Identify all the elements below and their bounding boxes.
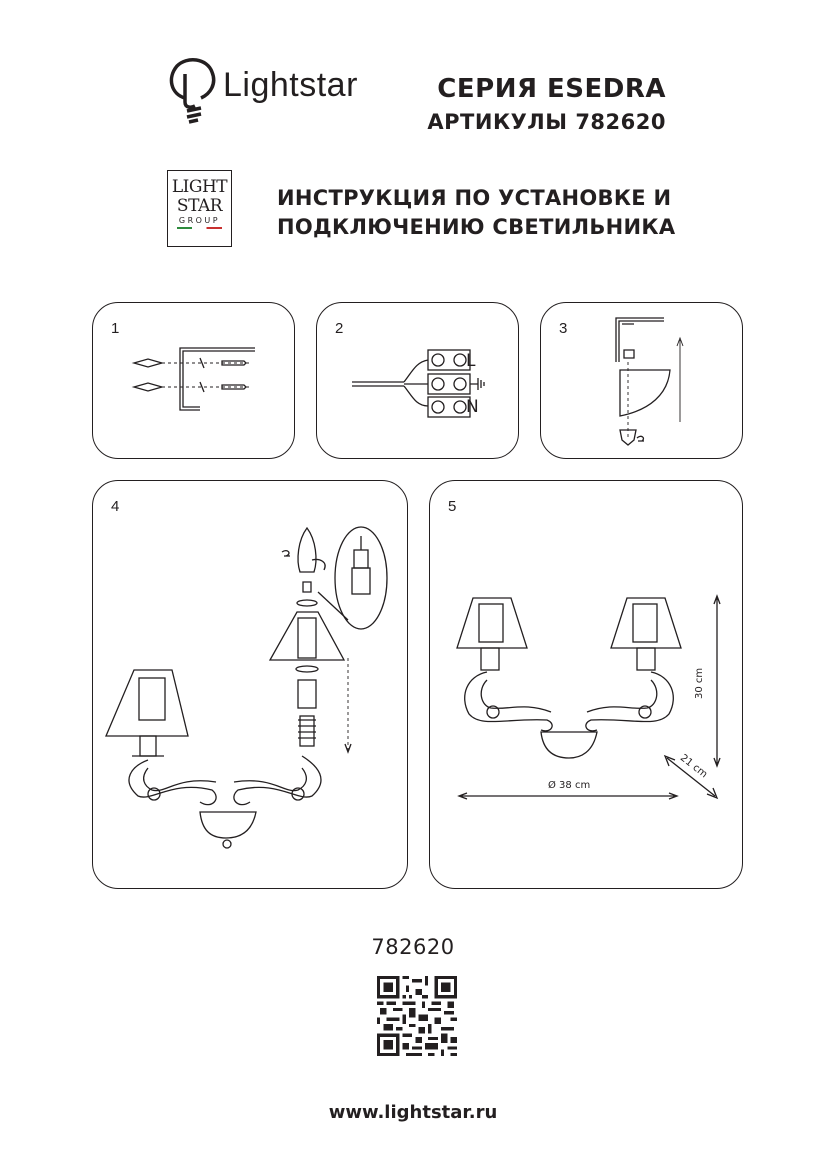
step-4-panel xyxy=(92,480,408,889)
group-logo-line1: LIGHT xyxy=(171,177,228,197)
live-wire-label: L xyxy=(466,351,476,371)
width-dimension-label: Ø 38 cm xyxy=(548,780,591,791)
neutral-wire-label: N xyxy=(466,397,479,417)
height-dimension-label: 30 cm xyxy=(694,667,705,699)
wall-mount-diagram xyxy=(92,302,295,459)
qr-code[interactable] xyxy=(377,976,457,1056)
instruction-title-line2: ПОДКЛЮЧЕНИЮ СВЕТИЛЬНИКА xyxy=(277,215,676,239)
wiring-diagram xyxy=(316,302,519,459)
lightstar-group-logo xyxy=(167,170,232,247)
step-3-panel xyxy=(540,302,743,459)
model-number: 782620 xyxy=(371,935,455,959)
step-number: 4 xyxy=(111,498,120,515)
website-link[interactable]: www.lightstar.ru xyxy=(328,1102,498,1123)
step-number: 2 xyxy=(335,320,344,337)
instruction-title-line1: ИНСТРУКЦИЯ ПО УСТАНОВКЕ И xyxy=(277,186,672,210)
lightbulb-logo-icon xyxy=(165,54,225,126)
canopy-install-diagram xyxy=(540,302,743,459)
step-1-panel xyxy=(92,302,295,459)
depth-dimension-label: 21 cm xyxy=(677,752,710,781)
article-numbers: АРТИКУЛЫ 782620 xyxy=(427,110,666,134)
group-logo-line2: STAR xyxy=(176,196,223,216)
series-title: СЕРИЯ ESEDRA xyxy=(437,74,666,104)
step-number: 5 xyxy=(448,498,457,515)
step-number: 1 xyxy=(111,320,120,337)
group-logo-line3: GROUP xyxy=(178,216,221,225)
instruction-title xyxy=(277,184,675,242)
assembly-diagram xyxy=(92,480,408,889)
italian-flag-stripe xyxy=(177,227,222,229)
lightstar-logo xyxy=(165,54,390,126)
step-number: 3 xyxy=(559,320,568,337)
brand-name: Lightstar xyxy=(223,66,358,104)
step-2-panel xyxy=(316,302,519,459)
step-5-panel xyxy=(429,480,743,889)
